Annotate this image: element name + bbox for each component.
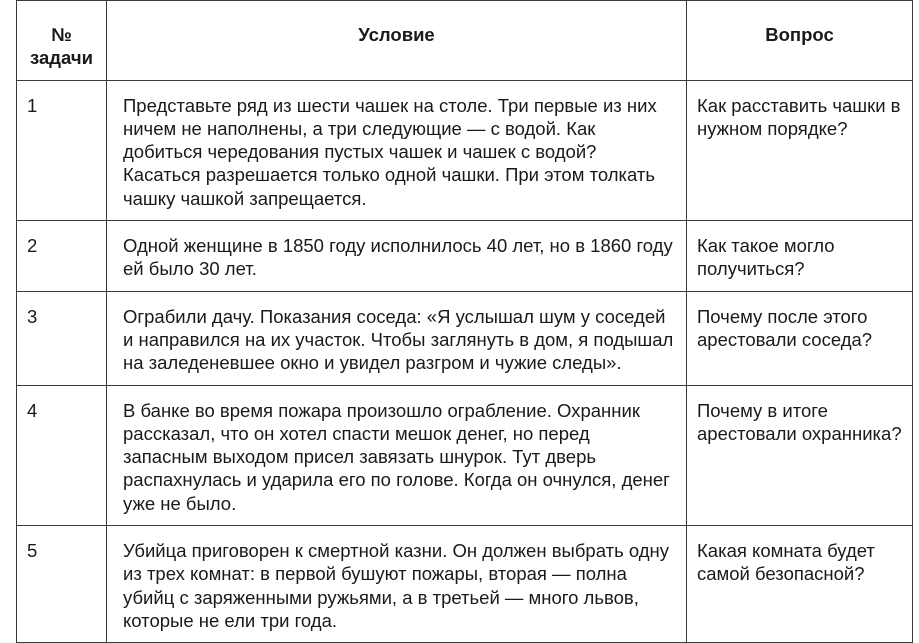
table-header-row	[17, 1, 913, 81]
header-condition: Условие	[107, 1, 687, 81]
task-number: 5	[17, 526, 107, 643]
task-number: 2	[17, 221, 107, 292]
table-row	[17, 526, 913, 643]
task-condition: Убийца приговорен к смертной казни. Он должен выбрать одну из трех комнат: в первой бушуют пожары, вторая — полна убийц с заряженными ружьями, а в третьей — много львов, которые не ели три года.	[107, 526, 687, 643]
task-number: 1	[17, 80, 107, 220]
task-question: Какая комната будет самой безопасной?	[687, 526, 913, 643]
task-condition: Ограбили дачу. Показания соседа: «Я услышал шум у соседей и направился на их участок. Чтобы заглянуть в дом, я подышал на заледеневшее окно и увидел разгром и чужие следы».	[107, 291, 687, 385]
header-task-number	[17, 1, 107, 81]
table-row	[17, 291, 913, 385]
header-number-sign: №	[51, 24, 72, 45]
table-row	[17, 221, 913, 292]
task-condition: Представьте ряд из шести чашек на столе. Три первые из них ничем не наполнены, а три следующие — с водой. Как добиться чередования пустых чашек и чашек с водой? Касаться разрешается только одной чашки. При этом толкать чашку чашкой запрещается.	[107, 80, 687, 220]
table-row	[17, 385, 913, 525]
task-number: 4	[17, 385, 107, 525]
task-condition: Одной женщине в 1850 году исполнилось 40 лет, но в 1860 году ей было 30 лет.	[107, 221, 687, 292]
task-condition: В банке во время пожара произошло ограбление. Охранник рассказал, что он хотел спасти мешок денег, но перед запасным выходом присел завязать шнурок. Тут дверь распахнулась и ударила его по голове. Когда он очнулся, денег уже не было.	[107, 385, 687, 525]
task-question: Почему после этого арестовали соседа?	[687, 291, 913, 385]
task-question: Как такое могло получиться?	[687, 221, 913, 292]
task-question: Почему в итоге арестовали охранника?	[687, 385, 913, 525]
task-number: 3	[17, 291, 107, 385]
header-question: Вопрос	[687, 1, 913, 81]
table-row	[17, 80, 913, 220]
task-question: Как расставить чашки в нужном порядке?	[687, 80, 913, 220]
riddles-table	[16, 0, 913, 643]
header-number-word: задачи	[30, 47, 93, 69]
